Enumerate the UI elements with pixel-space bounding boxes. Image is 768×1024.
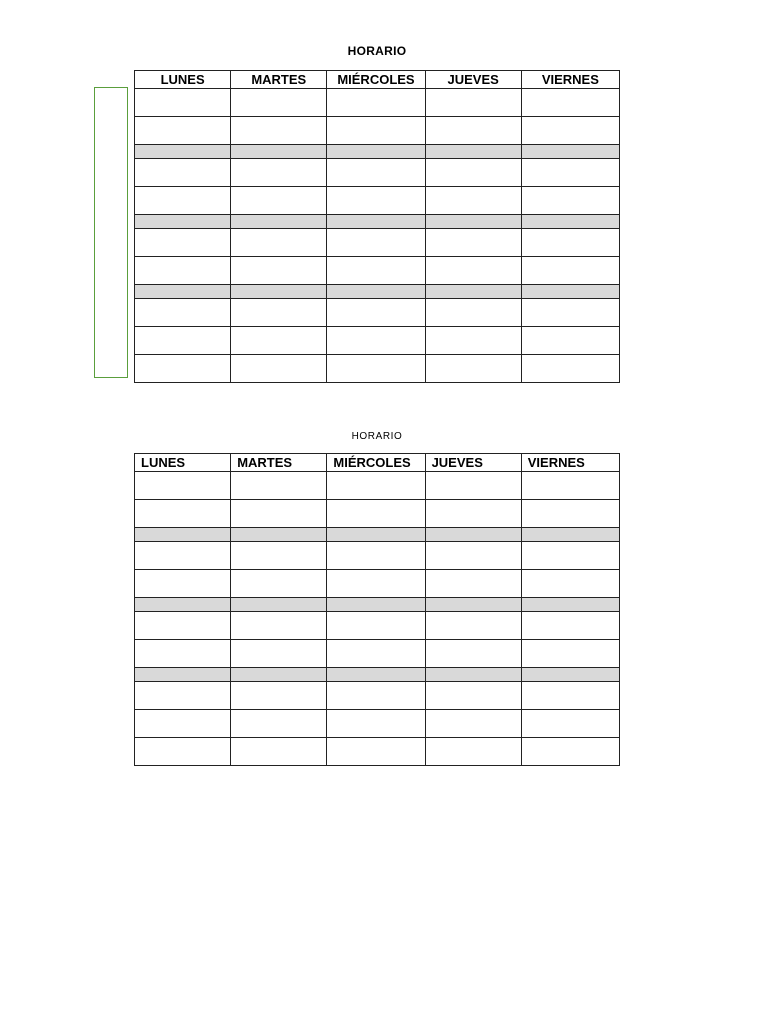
break-cell bbox=[425, 528, 521, 542]
schedule-cell bbox=[327, 229, 425, 257]
side-frame bbox=[94, 87, 128, 378]
schedule-cell bbox=[135, 355, 231, 383]
schedule-cell bbox=[425, 472, 521, 500]
schedule-cell bbox=[521, 500, 619, 528]
schedule-cell bbox=[521, 89, 619, 117]
schedule-cell bbox=[521, 472, 619, 500]
schedule-cell bbox=[521, 570, 619, 598]
schedule-cell bbox=[425, 500, 521, 528]
schedule-body-2 bbox=[135, 472, 620, 766]
schedule-cell bbox=[425, 299, 521, 327]
schedule-row bbox=[135, 327, 620, 355]
header-row bbox=[135, 454, 620, 472]
schedule-cell bbox=[521, 229, 619, 257]
break-cell bbox=[327, 668, 425, 682]
schedule-row bbox=[135, 682, 620, 710]
schedule-cell bbox=[521, 159, 619, 187]
break-cell bbox=[135, 215, 231, 229]
header-row bbox=[135, 71, 620, 89]
header-lunes: LUNES bbox=[135, 454, 231, 472]
schedule-cell bbox=[327, 682, 425, 710]
break-cell bbox=[327, 215, 425, 229]
schedule-cell bbox=[231, 640, 327, 668]
schedule-table-2 bbox=[134, 453, 620, 766]
schedule-cell bbox=[521, 710, 619, 738]
schedule-cell bbox=[425, 257, 521, 285]
schedule-cell bbox=[231, 472, 327, 500]
schedule-row bbox=[135, 159, 620, 187]
schedule-cell bbox=[425, 570, 521, 598]
schedule-cell bbox=[231, 612, 327, 640]
break-cell bbox=[521, 215, 619, 229]
schedule-cell bbox=[135, 187, 231, 215]
schedule-cell bbox=[231, 500, 327, 528]
schedule-row bbox=[135, 738, 620, 766]
schedule-cell bbox=[425, 612, 521, 640]
schedule-row bbox=[135, 612, 620, 640]
schedule-row bbox=[135, 299, 620, 327]
schedule-cell bbox=[231, 159, 327, 187]
header-viernes: VIERNES bbox=[521, 71, 619, 89]
schedule-cell bbox=[425, 117, 521, 145]
schedule-cell bbox=[135, 542, 231, 570]
schedule-cell bbox=[425, 187, 521, 215]
schedule-cell bbox=[327, 257, 425, 285]
break-cell bbox=[135, 668, 231, 682]
break-row bbox=[135, 285, 620, 299]
schedule-title-1: HORARIO bbox=[347, 44, 407, 58]
schedule-row bbox=[135, 640, 620, 668]
break-cell bbox=[521, 668, 619, 682]
schedule-cell bbox=[135, 117, 231, 145]
schedule-cell bbox=[327, 570, 425, 598]
header-martes: MARTES bbox=[231, 71, 327, 89]
schedule-cell bbox=[425, 355, 521, 383]
header-lunes: LUNES bbox=[135, 71, 231, 89]
break-row bbox=[135, 528, 620, 542]
schedule-row bbox=[135, 710, 620, 738]
break-row bbox=[135, 598, 620, 612]
schedule-row bbox=[135, 187, 620, 215]
schedule-cell bbox=[425, 159, 521, 187]
break-cell bbox=[425, 215, 521, 229]
schedule-cell bbox=[231, 229, 327, 257]
header-jueves: JUEVES bbox=[425, 454, 521, 472]
schedule-cell bbox=[521, 355, 619, 383]
schedule-cell bbox=[135, 89, 231, 117]
schedule-cell bbox=[425, 640, 521, 668]
break-cell bbox=[231, 668, 327, 682]
schedule-cell bbox=[135, 612, 231, 640]
schedule-cell bbox=[425, 89, 521, 117]
schedule-row bbox=[135, 117, 620, 145]
schedule-cell bbox=[327, 327, 425, 355]
schedule-cell bbox=[425, 327, 521, 355]
break-cell bbox=[425, 598, 521, 612]
break-cell bbox=[521, 285, 619, 299]
break-row bbox=[135, 145, 620, 159]
header-miercoles: MIÉRCOLES bbox=[327, 454, 425, 472]
break-cell bbox=[521, 598, 619, 612]
schedule-row bbox=[135, 355, 620, 383]
header-jueves: JUEVES bbox=[425, 71, 521, 89]
schedule-cell bbox=[327, 542, 425, 570]
break-cell bbox=[425, 285, 521, 299]
schedule-cell bbox=[327, 159, 425, 187]
schedule-cell bbox=[521, 187, 619, 215]
schedule-cell bbox=[425, 682, 521, 710]
schedule-row bbox=[135, 570, 620, 598]
schedule-cell bbox=[327, 500, 425, 528]
schedule-title-2: HORARIO bbox=[351, 431, 403, 442]
schedule-cell bbox=[135, 472, 231, 500]
schedule-cell bbox=[135, 738, 231, 766]
schedule-cell bbox=[135, 570, 231, 598]
break-cell bbox=[425, 145, 521, 159]
schedule-cell bbox=[327, 472, 425, 500]
schedule-cell bbox=[135, 159, 231, 187]
schedule-cell bbox=[135, 640, 231, 668]
schedule-cell bbox=[135, 500, 231, 528]
schedule-cell bbox=[327, 89, 425, 117]
schedule-cell bbox=[231, 355, 327, 383]
schedule-cell bbox=[327, 187, 425, 215]
schedule-cell bbox=[521, 257, 619, 285]
schedule-cell bbox=[521, 738, 619, 766]
schedule-body-1 bbox=[135, 89, 620, 383]
schedule-cell bbox=[231, 299, 327, 327]
schedule-cell bbox=[231, 327, 327, 355]
break-row bbox=[135, 668, 620, 682]
schedule-cell bbox=[521, 682, 619, 710]
break-cell bbox=[327, 598, 425, 612]
break-cell bbox=[135, 598, 231, 612]
schedule-row bbox=[135, 472, 620, 500]
break-cell bbox=[521, 528, 619, 542]
schedule-cell bbox=[135, 327, 231, 355]
schedule-cell bbox=[425, 710, 521, 738]
schedule-cell bbox=[521, 640, 619, 668]
schedule-cell bbox=[521, 612, 619, 640]
schedule-cell bbox=[231, 117, 327, 145]
schedule-cell bbox=[135, 682, 231, 710]
header-miercoles: MIÉRCOLES bbox=[327, 71, 425, 89]
schedule-cell bbox=[327, 612, 425, 640]
break-cell bbox=[135, 528, 231, 542]
break-cell bbox=[231, 215, 327, 229]
break-cell bbox=[135, 285, 231, 299]
schedule-cell bbox=[231, 710, 327, 738]
break-cell bbox=[231, 598, 327, 612]
schedule-row bbox=[135, 500, 620, 528]
header-martes: MARTES bbox=[231, 454, 327, 472]
schedule-cell bbox=[327, 738, 425, 766]
break-cell bbox=[521, 145, 619, 159]
schedule-cell bbox=[231, 738, 327, 766]
break-cell bbox=[425, 668, 521, 682]
schedule-cell bbox=[231, 682, 327, 710]
break-cell bbox=[231, 528, 327, 542]
schedule-cell bbox=[231, 257, 327, 285]
schedule-row bbox=[135, 229, 620, 257]
break-cell bbox=[135, 145, 231, 159]
schedule-cell bbox=[521, 299, 619, 327]
break-cell bbox=[231, 145, 327, 159]
schedule-cell bbox=[327, 299, 425, 327]
schedule-cell bbox=[135, 257, 231, 285]
schedule-cell bbox=[135, 299, 231, 327]
break-cell bbox=[327, 528, 425, 542]
schedule-cell bbox=[135, 229, 231, 257]
break-cell bbox=[327, 285, 425, 299]
schedule-cell bbox=[135, 710, 231, 738]
header-viernes: VIERNES bbox=[521, 454, 619, 472]
break-row bbox=[135, 215, 620, 229]
schedule-row bbox=[135, 89, 620, 117]
schedule-cell bbox=[231, 570, 327, 598]
schedule-row bbox=[135, 257, 620, 285]
schedule-cell bbox=[425, 542, 521, 570]
schedule-table-1 bbox=[134, 70, 620, 383]
schedule-cell bbox=[231, 187, 327, 215]
schedule-cell bbox=[521, 327, 619, 355]
schedule-cell bbox=[231, 542, 327, 570]
break-cell bbox=[231, 285, 327, 299]
schedule-cell bbox=[521, 542, 619, 570]
break-cell bbox=[327, 145, 425, 159]
schedule-cell bbox=[327, 355, 425, 383]
schedule-cell bbox=[425, 738, 521, 766]
schedule-cell bbox=[327, 117, 425, 145]
schedule-cell bbox=[425, 229, 521, 257]
schedule-cell bbox=[231, 89, 327, 117]
schedule-cell bbox=[327, 640, 425, 668]
schedule-cell bbox=[521, 117, 619, 145]
schedule-cell bbox=[327, 710, 425, 738]
schedule-row bbox=[135, 542, 620, 570]
